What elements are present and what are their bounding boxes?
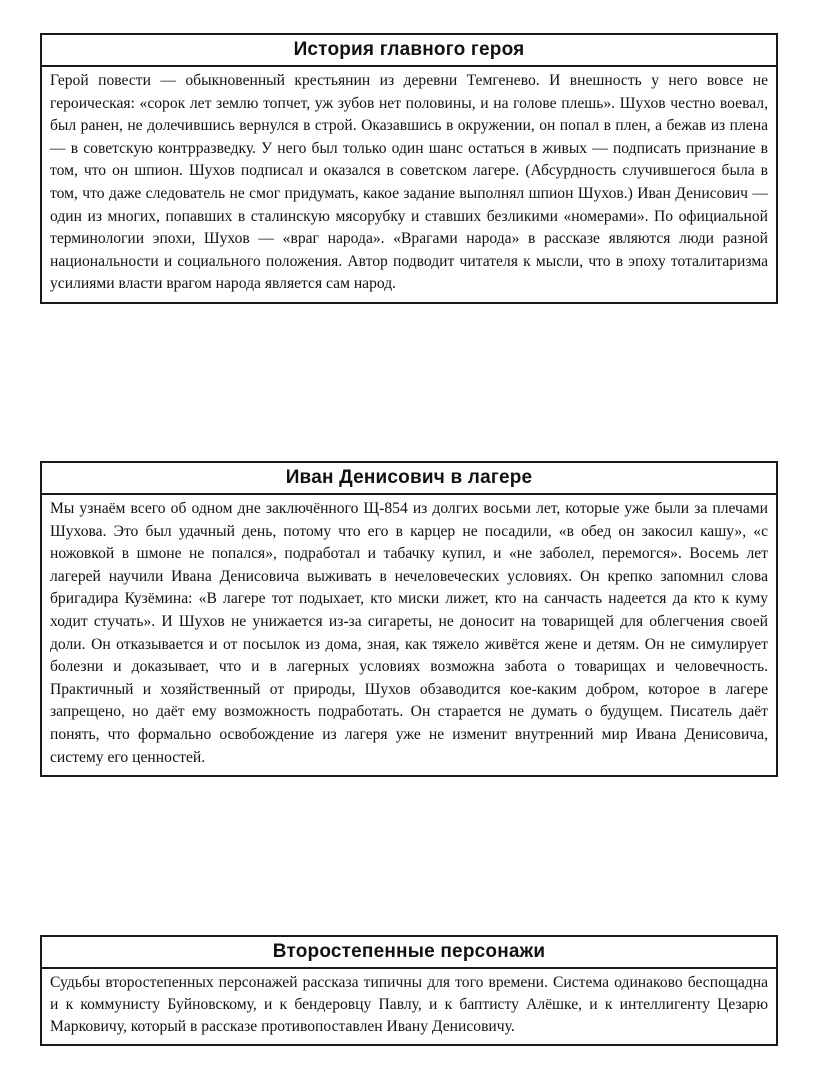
section-title-ivan-in-camp: Иван Денисович в лагере	[42, 463, 776, 495]
section-text-ivan-in-camp: Мы узнаём всего об одном дне заключённого Щ-854 из долгих восьми лет, которые уже были за плечами Шухова. Это был удачный день, потому что его в карцер не посадили, «в обед он закосил кашу», «с ножовкой в шмоне не попался», подработал и табачку купил, и «не заболел, перемогся». Восемь лет лагерей научили Ивана Денисовича выживать в нечеловеческих условиях. Он крепко запомнил слова бригадира Кузёмина: «В лагере тот подыхает, кто миски лижет, кто на санчасть надеется да кто к куму ходит стучать». И Шухов не унижается из-за сигареты, не доносит на товарищей для облегчения своей доли. Он отказывается и от посылок из дома, зная, как тяжело живётся жене и детям. Он не симулирует болезни и доказывает, что и в лагерных условиях возможна забота о товарищах и человечность. Практичный и хозяйственный от природы, Шухов обзаводится кое-каким добром, которое в лагере запрещено, но даёт ему возможность подработать. Он старается не думать о будущем. Писатель даёт понять, что формально освобождение из лагеря уже не изменит внутренний мир Ивана Денисовича, систему его ценностей.	[50, 500, 768, 766]
section-text-hero-history: Герой повести — обыкновенный крестьянин из деревни Темгенево. И внешность у него вовсе не героическая: «сорок лет землю топчет, уж зубов нет половины, и на голове плешь». Шухов честно воевал, был ранен, не долечившись вернулся в строй. Оказавшись в окружении, он попал в плен, а бежав из плена — в советскую контрразведку. У него был только один шанс остаться в живых — подписать признание в том, что он шпион. Шухов подписал и оказался в советском лагере. (Абсурдность случившегося была в том, что даже следователь не смог придумать, какое задание выполнял шпион Шухов.) Иван Денисович — один из многих, попавших в сталинскую мясорубку и ставших безликими «номерами». По официальной терминологии эпохи, Шухов — «враг народа». «Врагами народа» в рассказе являются люди разной национальности и социального положения. Автор подводит читателя к мысли, что в эпоху тоталитаризма усилиями власти врагом народа является сам народ.	[50, 72, 768, 293]
section-title-secondary-characters: Второстепенные персонажи	[42, 937, 776, 969]
section-text-secondary-characters: Судьбы второстепенных персонажей рассказа типичны для того времени. Система одинаково беспощадна и к коммунисту Буйновскому, и к бендеровцу Павлу, и к баптисту Алёшке, и к интеллигенту Цезарю Марковичу, который в рассказе противопоставлен Ивану Денисовичу.	[50, 974, 768, 1035]
section-ivan-in-camp	[40, 461, 778, 777]
section-title-hero-history: История главного героя	[42, 35, 776, 67]
section-secondary-characters	[40, 935, 778, 1046]
section-hero-history	[40, 33, 778, 304]
